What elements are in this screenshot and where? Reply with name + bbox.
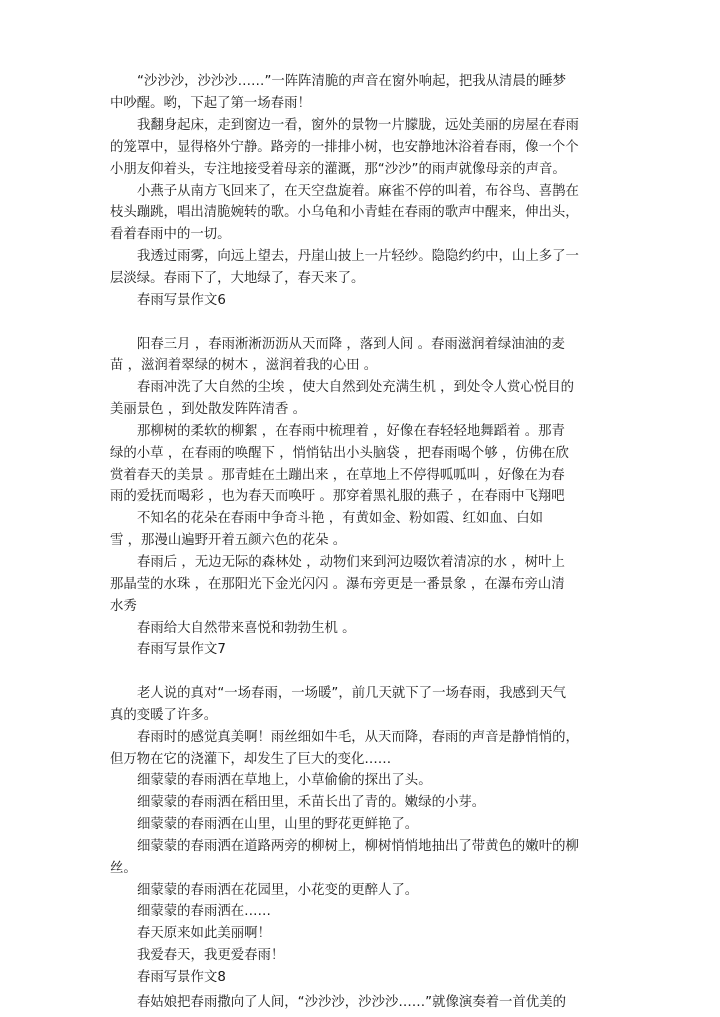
text-line: 雪 ，那漫山遍野开着五颜六色的花朵 。 bbox=[110, 533, 347, 548]
text-line: 我爱春天，我更爱春雨！ bbox=[137, 948, 285, 963]
text-line: 小朋友仰着头，专注地接受着母亲的灌溉，那“沙沙”的雨声就像母亲的声音。 bbox=[110, 162, 566, 177]
text-line: 细蒙蒙的春雨洒在草地上，小草偷偷的探出了头。 bbox=[137, 773, 432, 788]
text-line: 细蒙蒙的春雨洒在稻田里，禾苗长出了青的。嫩绿的小芽。 bbox=[137, 795, 486, 810]
text-line: 层淡绿。春雨下了，大地绿了，春天来了。 bbox=[110, 271, 365, 286]
text-line: 那柳树的柔软的柳絮 ，在春雨中梳理着 ，好像在春轻轻地舞蹈着 。那青 bbox=[137, 424, 565, 439]
text-line: 春雨冲洗了大自然的尘埃 ，使大自然到处充满生机 ，到处令人赏心悦目的 bbox=[137, 380, 575, 395]
text-line: 中吵醒。哟，下起了第一场春雨！ bbox=[110, 96, 311, 111]
text-line: 春天原来如此美丽啊！ bbox=[137, 926, 271, 941]
text-line: 雨的爱抚而喝彩 ，也为春天而唤吁 。那穿着黑礼服的燕子 ，在春雨中飞翔吧 bbox=[110, 489, 565, 504]
text-line: 春姑娘把春雨撒向了人间，“沙沙沙，沙沙沙……”就像演奏着一首优美的 bbox=[137, 995, 566, 1010]
text-line: 那晶莹的水珠 ，在那阳光下金光闪闪 。瀑布旁更是一番景象 ，在瀑布旁山清 bbox=[110, 577, 565, 592]
text-line: 细蒙蒙的春雨洒在…… bbox=[137, 904, 271, 919]
text-line: 赏着春天的美景 。那青蛙在土蹦出来 ，在草地上不停得呱呱叫 ，好像在为春 bbox=[110, 468, 565, 483]
text-line: 细蒙蒙的春雨洒在山里，山里的野花更鲜艳了。 bbox=[137, 817, 419, 832]
text-line: 春雨后 ，无边无际的森林处 ，动物们来到河边啜饮着清凉的水 ，树叶上 bbox=[137, 555, 565, 570]
text-line: 真的变暖了许多。 bbox=[110, 708, 218, 723]
section-heading: 春雨写景作文8 bbox=[137, 970, 226, 985]
text-line: 春雨时的感觉真美啊！雨丝细如牛毛，从天而降，春雨的声音是静悄悄的， bbox=[137, 730, 579, 745]
text-line: 的笼罩中，显得格外宁静。路旁的一排排小树，也安静地沐浴着春雨，像一个个 bbox=[110, 140, 579, 155]
text-line: 阳春三月 ，春雨淅淅沥沥从天而降 ，落到人间 。春雨滋润着绿油油的麦 bbox=[137, 337, 565, 352]
text-line: 我透过雨雾，向远上望去，丹崖山披上一片轻纱。隐隐约约中，山上多了一 bbox=[137, 249, 579, 264]
section-heading: 春雨写景作文6 bbox=[137, 293, 226, 308]
text-line: 水秀 bbox=[110, 599, 137, 614]
section-heading: 春雨写景作文7 bbox=[137, 642, 226, 657]
text-line: 丝。 bbox=[110, 861, 137, 876]
text-line: 不知名的花朵在春雨中争奇斗艳 ，有黄如金、粉如霞、红如血、白如 bbox=[137, 511, 543, 526]
text-line: 我翻身起床，走到窗边一看，窗外的景物一片朦胧，远处美丽的房屋在春雨 bbox=[137, 118, 579, 133]
text-line: 但万物在它的浇灌下，却发生了巨大的变化…… bbox=[110, 752, 392, 767]
text-line: 绿的小草 ，在春雨的唤醒下 ，悄悄钻出小头脑袋 ，把春雨喝个够 ，仿佛在欣 bbox=[110, 446, 569, 461]
text-line: 细蒙蒙的春雨洒在道路两旁的柳树上，柳树悄悄地抽出了带黄色的嫩叶的柳 bbox=[137, 839, 579, 854]
text-line: 枝头蹦跳，唱出清脆婉转的歌。小乌龟和小青蛙在春雨的歌声中醒来，伸出头， bbox=[110, 205, 579, 220]
text-line: 美丽景色 ，到处散发阵阵清香 。 bbox=[110, 402, 306, 417]
text-line: 苗 ，滋润着翠绿的树木 ，滋润着我的心田 。 bbox=[110, 358, 378, 373]
text-line: 春雨给大自然带来喜悦和勃勃生机 。 bbox=[137, 621, 356, 636]
text-line: 看着春雨中的一切。 bbox=[110, 227, 231, 242]
text-line: 细蒙蒙的春雨洒在花园里，小花变的更醉人了。 bbox=[137, 883, 419, 898]
text-line: “沙沙沙，沙沙沙……”一阵阵清脆的声音在窗外响起，把我从清晨的睡梦 bbox=[137, 74, 566, 89]
text-line: 小燕子从南方飞回来了，在天空盘旋着。麻雀不停的叫着，布谷鸟、喜鹊在 bbox=[137, 184, 579, 199]
text-line: 老人说的真对“一场春雨，一场暖”，前几天就下了一场春雨，我感到天气 bbox=[137, 686, 566, 701]
